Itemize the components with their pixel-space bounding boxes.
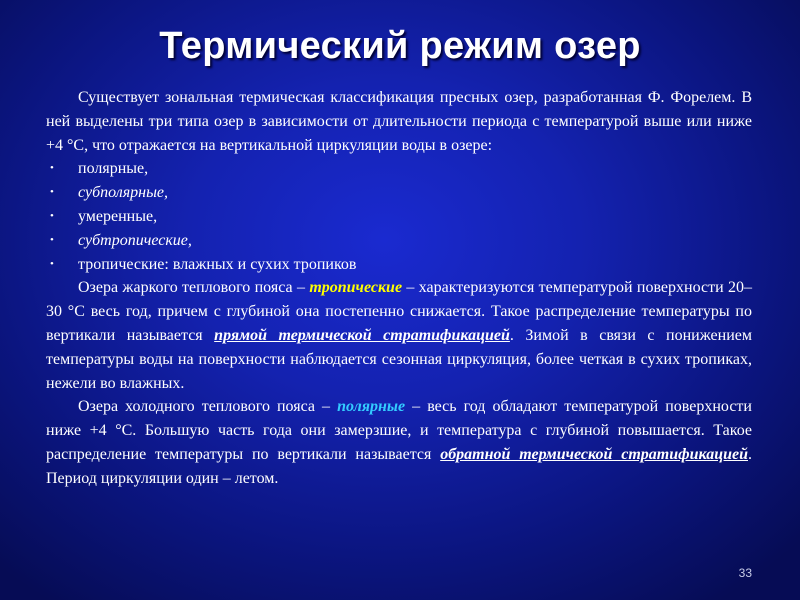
bullet-icon: • bbox=[50, 186, 54, 199]
polar-paragraph bbox=[46, 395, 752, 490]
list-item bbox=[46, 181, 752, 205]
list-item bbox=[46, 157, 752, 181]
tropical-text-start: Озера жаркого теплового пояса – bbox=[78, 279, 310, 297]
lake-types-list bbox=[46, 157, 752, 276]
direct-stratification-term: прямой термической стратификацией bbox=[214, 326, 510, 344]
list-item-text: полярные, bbox=[78, 160, 149, 178]
slide-content bbox=[46, 86, 752, 491]
list-item bbox=[46, 229, 752, 253]
page-number: 33 bbox=[738, 566, 752, 580]
list-item-text: тропические: влажных и сухих тропиков bbox=[78, 255, 357, 273]
bullet-icon: • bbox=[50, 162, 54, 175]
tropical-text-end: . Зимой в связи с понижением температуры воды на поверхности наблюдается сезонная циркуляция, более четкая в сухих тропиках, нежели во влажных. bbox=[46, 326, 753, 392]
bullet-icon: • bbox=[50, 233, 54, 246]
polar-highlight: полярные bbox=[337, 398, 406, 416]
tropical-text-middle: – характеризуются температурой поверхности 20–30 °С весь год, причем с глубиной она постепенно снижается. Такое распределение температуры по вертикали называется bbox=[46, 279, 752, 344]
polar-text-end: . Период циркуляции один – летом. bbox=[46, 445, 752, 487]
polar-text-start: Озера холодного теплового пояса – bbox=[78, 398, 338, 416]
tropical-highlight: тропические bbox=[309, 279, 403, 297]
slide-title: Термический режим озер bbox=[159, 25, 641, 67]
bullet-icon: • bbox=[50, 257, 54, 270]
list-item bbox=[46, 253, 752, 277]
list-item-text: умеренные, bbox=[78, 207, 158, 225]
intro-paragraph: Существует зональная термическая классификация пресных озер, разработанная Ф. Форелем. В ней выделены три типа озер в зависимости от длительности периода с температурой выше или ниже +4 °С, что отражается на вертикальной циркуляции воды в озере: bbox=[46, 89, 752, 154]
tropical-paragraph bbox=[46, 276, 752, 395]
polar-text-middle: – весь год обладают температурой поверхности ниже +4 °С. Большую часть года они замерзшие, и температура с глубиной повышается. Такое распределение температуры по вертикали называется bbox=[46, 398, 752, 463]
list-item-text: субполярные, bbox=[78, 184, 169, 202]
list-item bbox=[46, 205, 752, 229]
inverse-stratification-term: обратной термической стратификацией bbox=[440, 445, 748, 463]
bullet-icon: • bbox=[50, 209, 54, 222]
list-item-text: субтропические, bbox=[78, 231, 192, 249]
